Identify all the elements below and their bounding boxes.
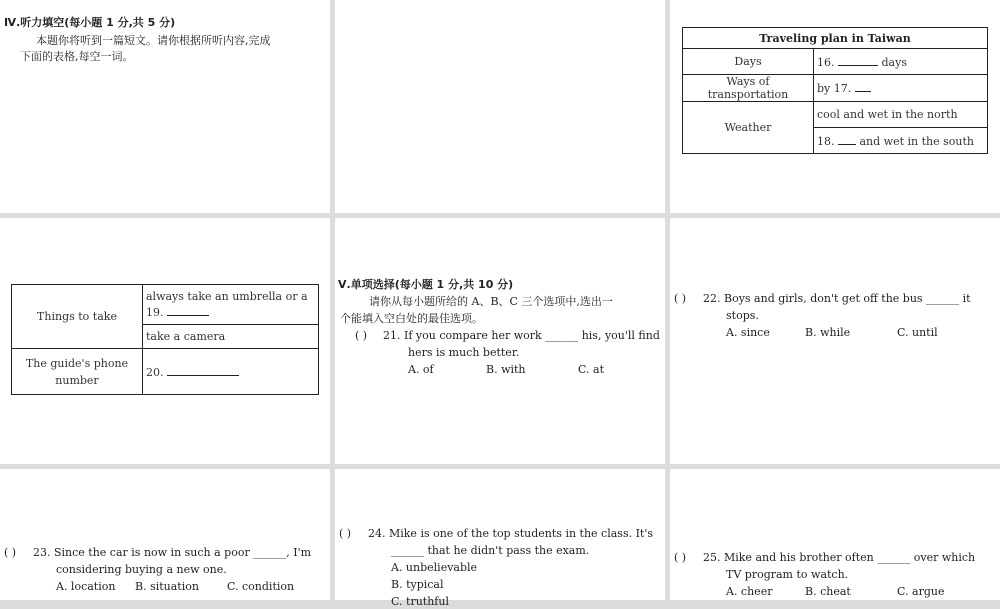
q25-stem-line2: TV program to watch.	[726, 568, 849, 581]
q23-answer-paren[interactable]: ( )	[4, 546, 17, 559]
things-to-take-table	[11, 284, 319, 395]
q25-option-c[interactable]: C. argue	[897, 585, 945, 598]
q24-stem-line2: ______ that he didn't pass the exam.	[391, 544, 590, 557]
q21-option-b[interactable]: B. with	[486, 363, 526, 376]
guide-phone-number: 20.	[146, 365, 164, 379]
blank-18[interactable]	[838, 134, 856, 145]
q23-option-a[interactable]: A. location	[56, 580, 116, 593]
plan-days-number: 16.	[817, 55, 835, 69]
plan-weather-south-cell	[814, 128, 988, 154]
things-camera: take a camera	[143, 325, 319, 349]
plan-weather-north: cool and wet in the north	[814, 102, 988, 128]
tile-listening-section	[0, 0, 330, 213]
q22-option-c[interactable]: C. until	[897, 326, 938, 339]
plan-transport-prefix: by 17.	[817, 82, 852, 95]
guide-phone-cell	[143, 349, 319, 395]
blank-16[interactable]	[838, 55, 878, 66]
guide-phone-label-cell	[12, 349, 143, 395]
q21-stem-line1: 21. If you compare her work ______ his, you'll find	[383, 329, 660, 342]
q25-answer-paren[interactable]: ( )	[674, 551, 687, 564]
q22-answer-paren[interactable]: ( )	[674, 292, 687, 305]
q25-stem-line1: 25. Mike and his brother often ______ over which	[703, 551, 976, 564]
q23-stem-line2: considering buying a new one.	[56, 563, 227, 576]
plan-transport-cell	[814, 75, 988, 102]
plan-days-suffix: days	[881, 55, 907, 69]
q22-option-b[interactable]: B. while	[805, 326, 851, 339]
blank-19[interactable]	[167, 305, 209, 316]
guide-phone-label-line2: number	[55, 373, 99, 387]
tile-q25	[670, 469, 1000, 600]
tile-q24	[335, 469, 665, 608]
guide-phone-label-line1: The guide's phone	[25, 356, 129, 370]
plan-weather-south-suffix: and wet in the south	[859, 134, 974, 148]
q25-option-a[interactable]: A. cheer	[726, 585, 773, 598]
tile-traveling-plan	[670, 0, 1000, 213]
q22-option-a[interactable]: A. since	[726, 326, 770, 339]
tile-section-5	[335, 218, 665, 464]
blank-17[interactable]	[855, 81, 871, 92]
q21-option-c[interactable]: C. at	[578, 363, 604, 376]
section-5-heading: Ⅴ.单项选择(每小题 1 分,共 10 分)	[338, 278, 514, 291]
section-4-instruction-line2: 下面的表格,每空一词。	[20, 50, 134, 63]
q24-option-b[interactable]: B. typical	[391, 578, 444, 591]
plan-transport-label: Ways of transportation	[683, 75, 814, 102]
q24-option-c[interactable]: C. truthful	[391, 595, 449, 608]
section-5-instruction-line2: 个能填入空白处的最佳选项。	[340, 312, 483, 325]
q23-option-c[interactable]: C. condition	[227, 580, 295, 593]
q23-option-b[interactable]: B. situation	[135, 580, 199, 593]
plan-weather-south-number: 18.	[817, 134, 835, 148]
plan-days-label: Days	[683, 49, 814, 75]
tile-q23	[0, 469, 330, 600]
q25-option-b[interactable]: B. cheat	[805, 585, 851, 598]
plan-table-title: Traveling plan in Taiwan	[683, 28, 988, 49]
things-umbrella-line1: always take an umbrella or a	[146, 289, 308, 303]
q24-stem-line1: 24. Mike is one of the top students in the class. It's	[368, 527, 654, 540]
traveling-plan-table	[682, 27, 988, 154]
q21-stem-line2: hers is much better.	[408, 346, 520, 359]
tile-things-to-take	[0, 218, 330, 464]
tile-q22	[670, 218, 1000, 464]
section-4-instruction-line1: 本题你将听到一篇短文。请你根据所听内容,完成	[36, 34, 271, 47]
tile-blank-top-middle	[335, 0, 665, 213]
section-5-instruction-line1: 请你从每小题所给的 A、B、C 三个选项中,选出一	[369, 295, 613, 308]
q22-stem-line1: 22. Boys and girls, don't get off the bus ______ it	[703, 292, 971, 305]
q24-option-a[interactable]: A. unbelievable	[391, 561, 478, 574]
things-umbrella-cell	[143, 285, 319, 325]
q22-stem-line2: stops.	[726, 309, 759, 322]
plan-weather-label: Weather	[683, 102, 814, 154]
things-to-take-label: Things to take	[12, 285, 143, 349]
q24-answer-paren[interactable]: ( )	[339, 527, 352, 540]
q21-option-a[interactable]: A. of	[408, 363, 434, 376]
q23-stem-line1: 23. Since the car is now in such a poor ______, I'm	[33, 546, 312, 559]
section-4-heading: Ⅳ.听力填空(每小题 1 分,共 5 分)	[4, 16, 176, 29]
things-umbrella-number: 19.	[146, 305, 164, 319]
q21-answer-paren[interactable]: ( )	[355, 329, 368, 342]
plan-days-cell	[814, 49, 988, 75]
blank-20[interactable]	[167, 365, 239, 376]
